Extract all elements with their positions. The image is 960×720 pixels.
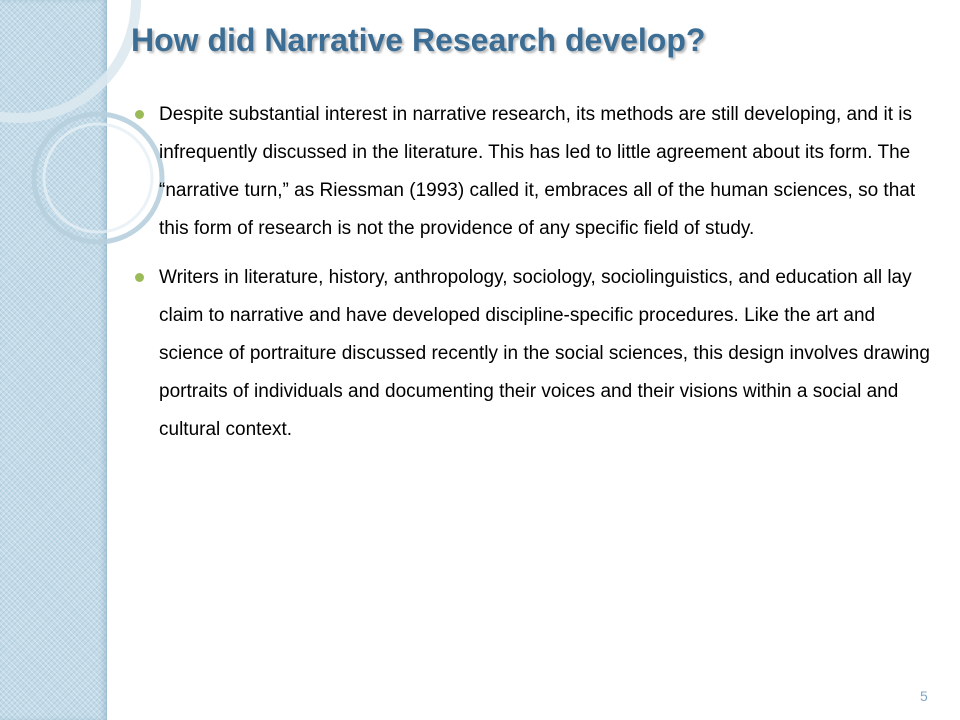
- bullet-list: [135, 96, 935, 460]
- bullet-dot-icon: [135, 110, 144, 119]
- bullet-text: Writers in literature, history, anthropology, sociology, sociolinguistics, and education all lay claim to narrative and have developed discipline-specific procedures. Like the art and science of portraiture discussed recently in the social sciences, this design involves drawing portraits of individuals and documenting their voices and their visions within a social and cultural context.: [159, 267, 930, 440]
- slide-title: How did Narrative Research develop?: [131, 22, 706, 58]
- page-number: 5: [920, 688, 928, 704]
- bullet-item: [135, 259, 935, 449]
- sidebar-band: [0, 0, 107, 720]
- bullet-text: Despite substantial interest in narrative research, its methods are still developing, and it is infrequently discussed in the literature. This has led to little agreement about its form. The “narrative turn,” as Riessman (1993) called it, embraces all of the human sciences, so that this form of research is not the providence of any specific field of study.: [159, 104, 916, 239]
- bullet-item: [135, 96, 935, 248]
- bullet-dot-icon: [135, 273, 144, 282]
